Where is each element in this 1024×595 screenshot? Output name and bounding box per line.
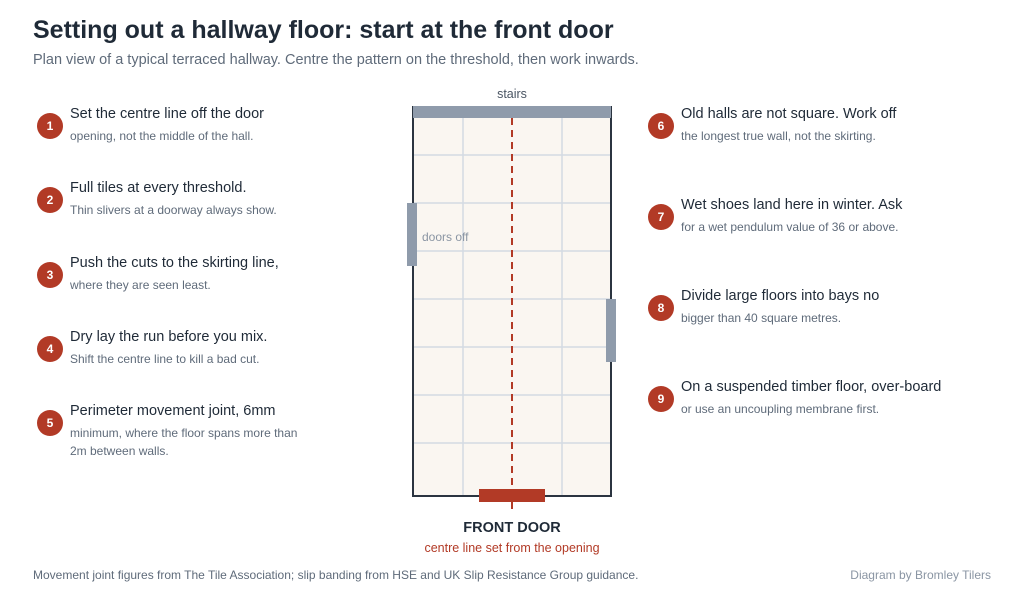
note-number-badge: 4 bbox=[37, 336, 63, 362]
stairs-label: stairs bbox=[497, 87, 527, 101]
note-heading: Old halls are not square. Work off bbox=[681, 106, 897, 122]
note-heading: Push the cuts to the skirting line, bbox=[70, 255, 279, 271]
note-body: bigger than 40 square metres. bbox=[681, 311, 842, 325]
note-body: where they are seen least. bbox=[70, 278, 211, 292]
page-subtitle: Plan view of a typical terraced hallway. Centre the pattern on the threshold, then work inwards. bbox=[33, 52, 639, 68]
note-body: Thin slivers at a doorway always show. bbox=[70, 203, 277, 217]
note-number-badge: 3 bbox=[37, 262, 63, 288]
note-heading: Perimeter movement joint, 6mm bbox=[70, 403, 276, 419]
centre-line-note: centre line set from the opening bbox=[424, 541, 600, 555]
note-heading: Full tiles at every threshold. bbox=[70, 180, 247, 196]
page-title: Setting out a hallway floor: start at the front door bbox=[33, 16, 614, 44]
note-heading: Dry lay the run before you mix. bbox=[70, 329, 268, 345]
note-body: opening, not the middle of the hall. bbox=[70, 129, 254, 143]
note-number-badge: 5 bbox=[37, 410, 63, 436]
note-body: for a wet pendulum value of 36 or above. bbox=[681, 220, 899, 234]
side-door-left bbox=[407, 203, 417, 266]
note-body: Shift the centre line to kill a bad cut. bbox=[70, 352, 260, 366]
note-heading: Set the centre line off the door bbox=[70, 106, 265, 122]
front-door-threshold bbox=[479, 489, 545, 502]
doors-off-label: doors off bbox=[422, 230, 469, 244]
note-heading: On a suspended timber floor, over-board bbox=[681, 379, 942, 395]
front-door-label: FRONT DOOR bbox=[463, 520, 561, 536]
note-body: the longest true wall, not the skirting. bbox=[681, 129, 876, 143]
note-heading: Divide large floors into bays no bbox=[681, 288, 880, 304]
source-note: Movement joint figures from The Tile Association; slip banding from HSE and UK Slip Resistance Group guidance. bbox=[33, 568, 639, 582]
note-number-badge: 9 bbox=[648, 386, 674, 412]
stairs-wall bbox=[413, 106, 611, 118]
note-body: minimum, where the floor spans more than 2m between walls. bbox=[70, 426, 298, 458]
credit: Diagram by Bromley Tilers bbox=[850, 568, 991, 582]
note-body: or use an uncoupling membrane first. bbox=[681, 402, 880, 416]
note-number-badge: 2 bbox=[37, 187, 63, 213]
side-door-right bbox=[606, 299, 616, 362]
note-number-badge: 1 bbox=[37, 113, 63, 139]
note-number-badge: 6 bbox=[648, 113, 674, 139]
note-number-badge: 7 bbox=[648, 204, 674, 230]
note-number-badge: 8 bbox=[648, 295, 674, 321]
note-heading: Wet shoes land here in winter. Ask bbox=[681, 197, 903, 213]
